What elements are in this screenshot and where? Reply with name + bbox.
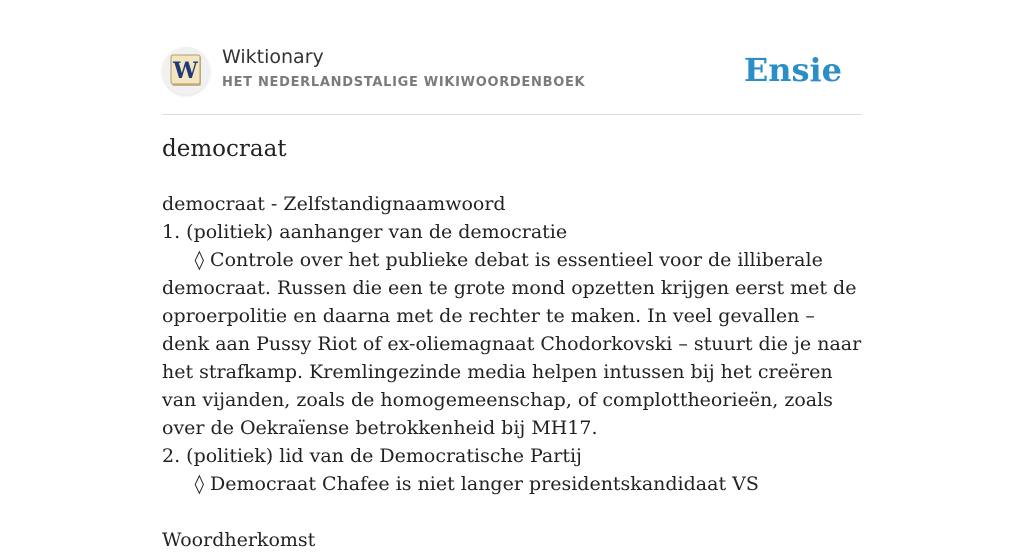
site-name[interactable]: Wiktionary <box>222 46 324 68</box>
logo-letter: W <box>173 58 198 84</box>
example-marker: ◊ <box>194 473 204 495</box>
example-marker: ◊ <box>194 249 204 271</box>
site-header <box>162 44 862 115</box>
definition-1: 1. (politiek) aanhanger van de democratie <box>162 221 568 243</box>
example-1 <box>162 246 862 442</box>
example-2 <box>162 470 862 498</box>
definition-2: 2. (politiek) lid van de Democratische Partij <box>162 445 582 467</box>
example-2-text: Democraat Chafee is niet langer presidentskandidaat VS <box>210 473 759 495</box>
wiktionary-tile-icon <box>162 47 210 95</box>
site-subtitle: HET NEDERLANDSTALIGE WIKIWOORDENBOEK <box>222 75 586 90</box>
entry-headline: democraat - Zelfstandignaamwoord <box>162 193 506 215</box>
section-heading-etymology: Woordherkomst <box>162 529 316 551</box>
example-1-text: Controle over het publieke debat is essentieel voor de illiberale democraat. Russen die een te grote mond opzetten krijgen eerst met de oproerpolitie en daarna met de rechter te maken. In veel gevallen – denk aan Pussy Riot of ex-oliemagnaat Chodorkovski – stuurt die je naar het strafkamp. Kremlingezinde media helpen intussen bij het creëren van vijanden, zoals de homogemeenschap, of complottheorieën, zoals over de Oekraïense betrokkenheid bij MH17. <box>162 249 862 439</box>
ensie-brand-link[interactable]: Ensie <box>743 51 842 89</box>
wiktionary-logo-icon[interactable] <box>162 47 210 95</box>
section-spacer <box>162 498 862 526</box>
entry-content <box>162 190 862 554</box>
page-title: democraat <box>162 136 287 162</box>
